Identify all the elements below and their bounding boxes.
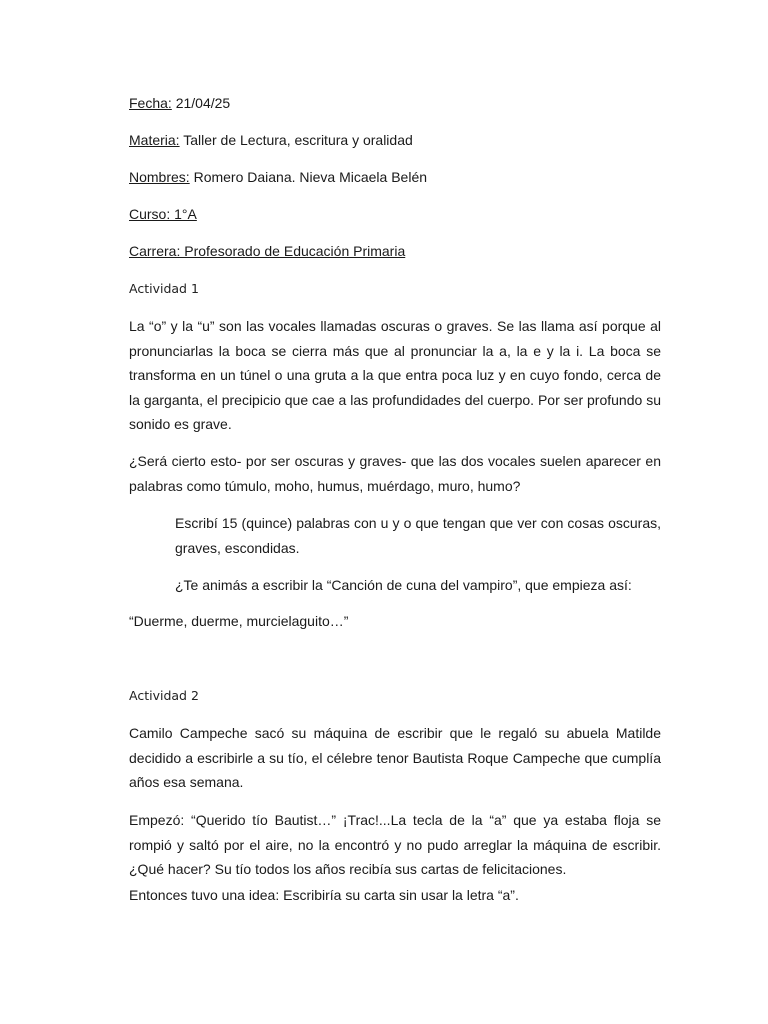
actividad-1-paragraph-3: Escribí 15 (quince) palabras con u y o que tengan que ver con cosas oscuras, graves, escondidas.	[175, 515, 661, 556]
nombres-line	[129, 168, 427, 186]
nombres-label: Nombres:	[129, 169, 190, 185]
materia-value: Taller de Lectura, escritura y oralidad	[179, 132, 413, 148]
actividad-1-heading: Actividad 1	[129, 281, 199, 296]
carrera-line: Carrera: Profesorado de Educación Primaria	[129, 243, 406, 259]
actividad-1-paragraph-1: La “o” y la “u” son las vocales llamadas oscuras o graves. Se las llama así porque al pronunciarlas la boca se cierra más que al pronunciar la a, la e y la i. La boca se transforma en un túnel o una gruta a la que entra poca luz y en cuyo fondo, cerca de la garganta, el precipicio que cae a las profundidades del cuerpo. Por ser profundo su sonido es grave.	[129, 318, 661, 433]
curso-line: Curso: 1°A	[129, 206, 197, 222]
actividad-2-heading: Actividad 2	[129, 688, 199, 703]
actividad-2-paragraph-3: Entonces tuvo una idea: Escribiría su carta sin usar la letra “a”.	[129, 887, 519, 903]
materia-label: Materia:	[129, 132, 180, 148]
materia-line	[129, 131, 413, 149]
fecha-line	[129, 94, 230, 112]
actividad-2-paragraph-1: Camilo Campeche sacó su máquina de escribir que le regaló su abuela Matilde decidido a escribirle a su tío, el célebre tenor Bautista Roque Campeche que cumplía años esa semana.	[129, 725, 661, 791]
actividad-1-paragraph-5: “Duerme, duerme, murcielaguito…”	[129, 613, 349, 629]
actividad-2-paragraph-2: Empezó: “Querido tío Bautist…” ¡Trac!...La tecla de la “a” que ya estaba floja se rompió y saltó por el aire, no la encontró y no pudo arreglar la máquina de escribir. ¿Qué hacer? Su tío todos los años recibía sus cartas de felicitaciones.	[129, 812, 661, 878]
actividad-1-paragraph-4: ¿Te animás a escribir la “Canción de cuna del vampiro”, que empieza así:	[175, 577, 632, 593]
fecha-value: 21/04/25	[171, 95, 231, 111]
actividad-1-paragraph-2: ¿Será cierto esto- por ser oscuras y graves- que las dos vocales suelen aparecer en palabras como túmulo, moho, humus, muérdago, muro, humo?	[129, 453, 661, 494]
fecha-label: Fecha:	[129, 95, 172, 111]
nombres-value: Romero Daiana. Nieva Micaela Belén	[189, 169, 428, 185]
